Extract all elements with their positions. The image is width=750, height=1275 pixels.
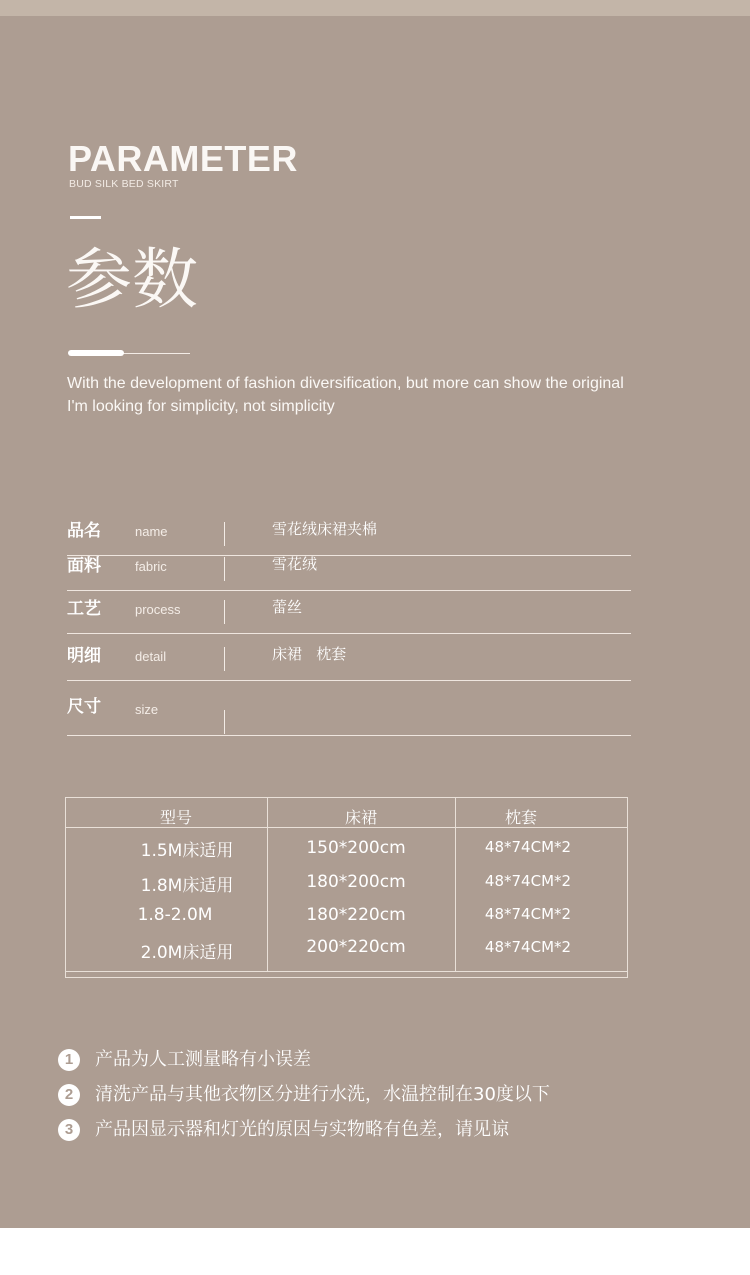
spec-row-fabric	[67, 545, 631, 591]
spec-label-en: size	[135, 702, 159, 717]
table-cell-pillowcase: 48*74CM*2	[484, 938, 572, 956]
spec-row-detail	[67, 635, 631, 681]
spec-row-size	[67, 690, 631, 736]
page-title-cn: 参数	[66, 241, 198, 318]
table-cell-bed-skirt: 180*220cm	[306, 905, 406, 925]
note-text: 产品为人工测量略有小误差	[95, 1049, 311, 1070]
number-2-icon: 2	[58, 1084, 80, 1106]
table-cell-pillowcase: 48*74CM*2	[484, 838, 572, 856]
spec-value: 床裙 枕套	[272, 645, 347, 663]
spec-label-cn: 尺寸	[67, 697, 101, 717]
table-cell-model: 1.5M床适用	[140, 841, 234, 861]
table-cell-pillowcase: 48*74CM*2	[484, 905, 572, 923]
spec-divider	[224, 557, 225, 581]
title-dash	[70, 216, 101, 219]
table-header-model: 型号	[159, 808, 193, 827]
spec-label-en: fabric	[135, 559, 167, 574]
spec-label-en: process	[135, 602, 181, 617]
spec-underline	[67, 633, 631, 634]
spec-label-cn: 品名	[67, 521, 101, 541]
note-text: 产品因显示器和灯光的原因与实物略有色差，请见谅	[95, 1119, 509, 1140]
table-header-pillowcase: 枕套	[504, 808, 538, 827]
note-text: 清洗产品与其他衣物区分进行水洗，水温控制在30度以下	[95, 1084, 550, 1105]
table-cell-bed-skirt: 150*200cm	[306, 838, 406, 858]
size-table	[65, 797, 628, 978]
spec-underline	[67, 680, 631, 681]
description-line-1: With the development of fashion diversification, but more can show the original	[67, 375, 624, 392]
decorative-slider-fill	[68, 350, 124, 356]
page-subtitle-en: BUD SILK BED SKIRT	[69, 178, 179, 190]
table-cell-model: 1.8-2.0M	[137, 905, 213, 925]
spec-divider	[224, 710, 225, 734]
spec-label-en: detail	[135, 649, 167, 664]
spec-label-cn: 工艺	[67, 599, 101, 619]
spec-divider	[224, 647, 225, 671]
spec-value: 雪花绒	[272, 555, 318, 573]
spec-row-process	[67, 588, 631, 634]
spec-divider	[224, 600, 225, 624]
spec-label-cn: 面料	[67, 556, 101, 576]
table-cell-model: 2.0M床适用	[140, 943, 234, 963]
spec-value: 雪花绒床裙夹棉	[272, 520, 378, 538]
spec-value: 蕾丝	[272, 598, 303, 616]
table-column-rule	[455, 798, 456, 972]
spec-label-cn: 明细	[67, 646, 101, 666]
table-column-rule	[267, 798, 268, 972]
table-bottom-rule	[66, 971, 627, 972]
number-3-icon: 3	[58, 1119, 80, 1141]
description-line-2: I'm looking for simplicity, not simplicity	[67, 398, 335, 415]
spec-divider	[224, 522, 225, 546]
table-cell-bed-skirt: 180*200cm	[306, 872, 406, 892]
table-header-bed-skirt: 床裙	[344, 808, 378, 827]
top-strip	[0, 0, 750, 16]
page-title-en: PARAMETER	[68, 138, 298, 179]
number-1-icon: 1	[58, 1049, 80, 1071]
table-cell-bed-skirt: 200*220cm	[306, 937, 406, 957]
spec-label-en: name	[135, 524, 168, 539]
table-cell-model: 1.8M床适用	[140, 876, 234, 896]
spec-underline	[67, 735, 631, 736]
table-cell-pillowcase: 48*74CM*2	[484, 872, 572, 890]
